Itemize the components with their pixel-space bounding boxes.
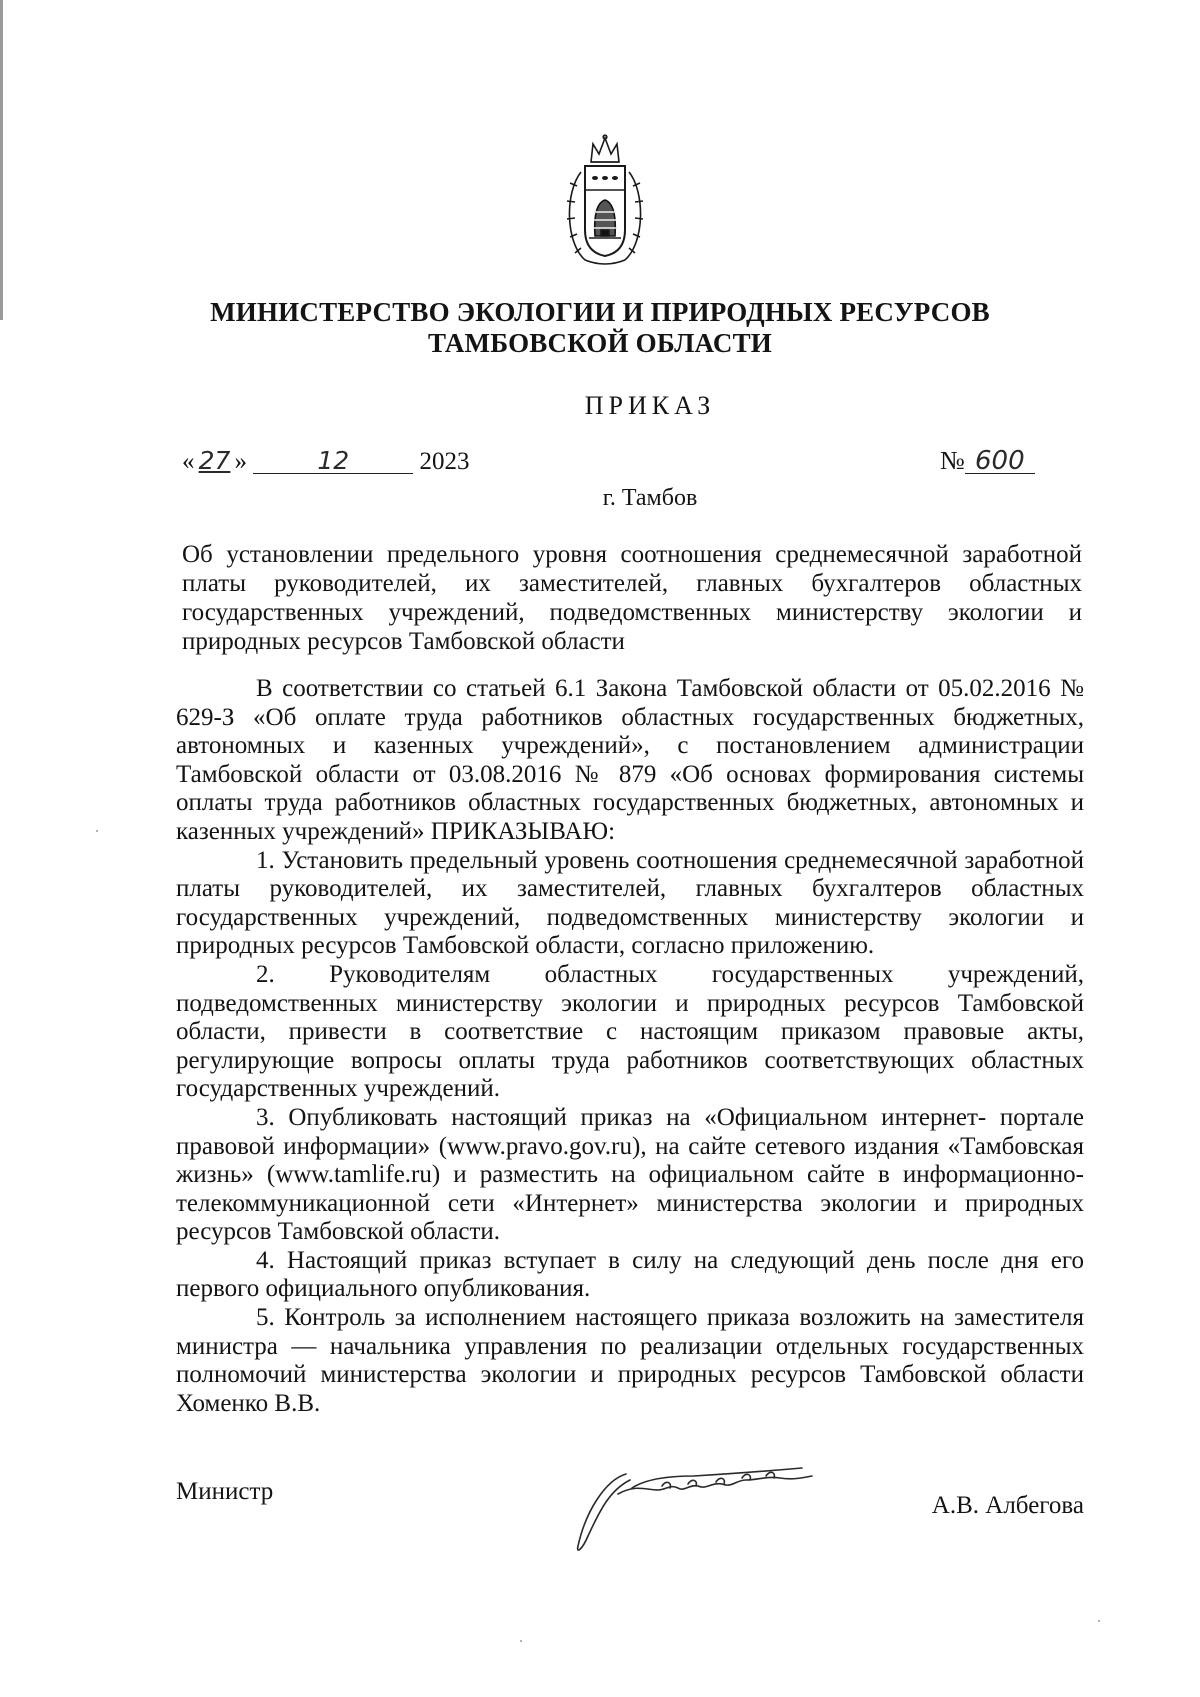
number-value: 600 xyxy=(965,449,1035,474)
order-number xyxy=(940,446,1035,476)
order-item-1: 1. Установить предельный уровень соотношения среднемесячной заработной платы руководителей, их заместителей, главных бухгалтеров областных государственных учреждений, подведомственных министерству экологии и природных ресурсов Тамбовской области, согласно приложению. xyxy=(176,846,1084,960)
signature-block xyxy=(176,1470,1084,1580)
date-year: 2023 xyxy=(419,448,470,475)
order-subject: Об установлении предельного уровня соотношения среднемесячной заработной платы руководителей, их заместителей, главных бухгалтеров областных государственных учреждений, подведомственных министерству экологии и природных ресурсов Тамбовской области xyxy=(182,541,1082,655)
order-item-4: 4. Настоящий приказ вступает в силу на следующий день после дня его первого официального опубликования. xyxy=(176,1246,1084,1303)
organization-name-line-1: МИНИСТЕРСТВО ЭКОЛОГИИ И ПРИРОДНЫХ РЕСУРСОВ xyxy=(210,297,990,327)
organization-name-line-2: ТАМБОВСКОЙ ОБЛАСТИ xyxy=(427,328,773,358)
order-date xyxy=(182,446,470,476)
document-type: ПРИКАЗ xyxy=(584,391,716,420)
order-item-2: 2. Руководителям областных государственных учреждений, подведомственных министерству экологии и природных ресурсов Тамбовской области, привести в соответствие с настоящим приказом правовые акты, регулирующие вопросы оплаты труда работников соответствующих областных государственных учреждений. xyxy=(176,960,1084,1103)
date-day: 27 xyxy=(198,446,231,475)
coat-of-arms-icon xyxy=(555,132,655,270)
number-prefix: № xyxy=(940,446,965,475)
signatory-title: Министр xyxy=(176,1478,274,1505)
city: г. Тамбов xyxy=(602,485,698,511)
date-month: 12 xyxy=(253,449,413,474)
preamble-paragraph: В соответствии со статьей 6.1 Закона Тамбовской области от 05.02.2016 № 629-З «Об оплате труда работников областных государственных бюджетных, автономных и казенных учреждений», с постановлением администрации Тамбовской области от 03.08.2016 № 879 «Об основах формирования системы оплаты труда работников областных государственных бюджетных, автономных и казенных учреждений» ПРИКАЗЫВАЮ: xyxy=(176,675,1084,845)
signatory-name: А.В. Албегова xyxy=(931,1492,1084,1519)
handwritten-signature-icon xyxy=(566,1450,826,1560)
order-item-3: 3. Опубликовать настоящий приказ на «Официальном интернет- портале правовой информации» (www.pravo.gov.ru), на сайте сетевого издания «Тамбовская жизнь» (www.tamlife.ru) и разместить на официальном сайте в информационно-телекоммуникационной сети «Интернет» министерства экологии и природных ресурсов Тамбовской области. xyxy=(176,1103,1084,1246)
date-close-quote: » xyxy=(234,448,247,475)
scan-page-edge xyxy=(0,0,3,320)
order-item-5: 5. Контроль за исполнением настоящего приказа возложить на заместителя министра — начальника управления по реализации отдельных государственных полномочий министерства экологии и природных ресурсов Тамбовской области Хоменко В.В. xyxy=(176,1304,1084,1417)
scan-speck xyxy=(96,830,98,832)
scan-speck xyxy=(1098,1620,1100,1622)
order-body xyxy=(176,675,1084,1418)
scan-speck xyxy=(520,1640,522,1642)
date-open-quote: « xyxy=(182,448,195,475)
